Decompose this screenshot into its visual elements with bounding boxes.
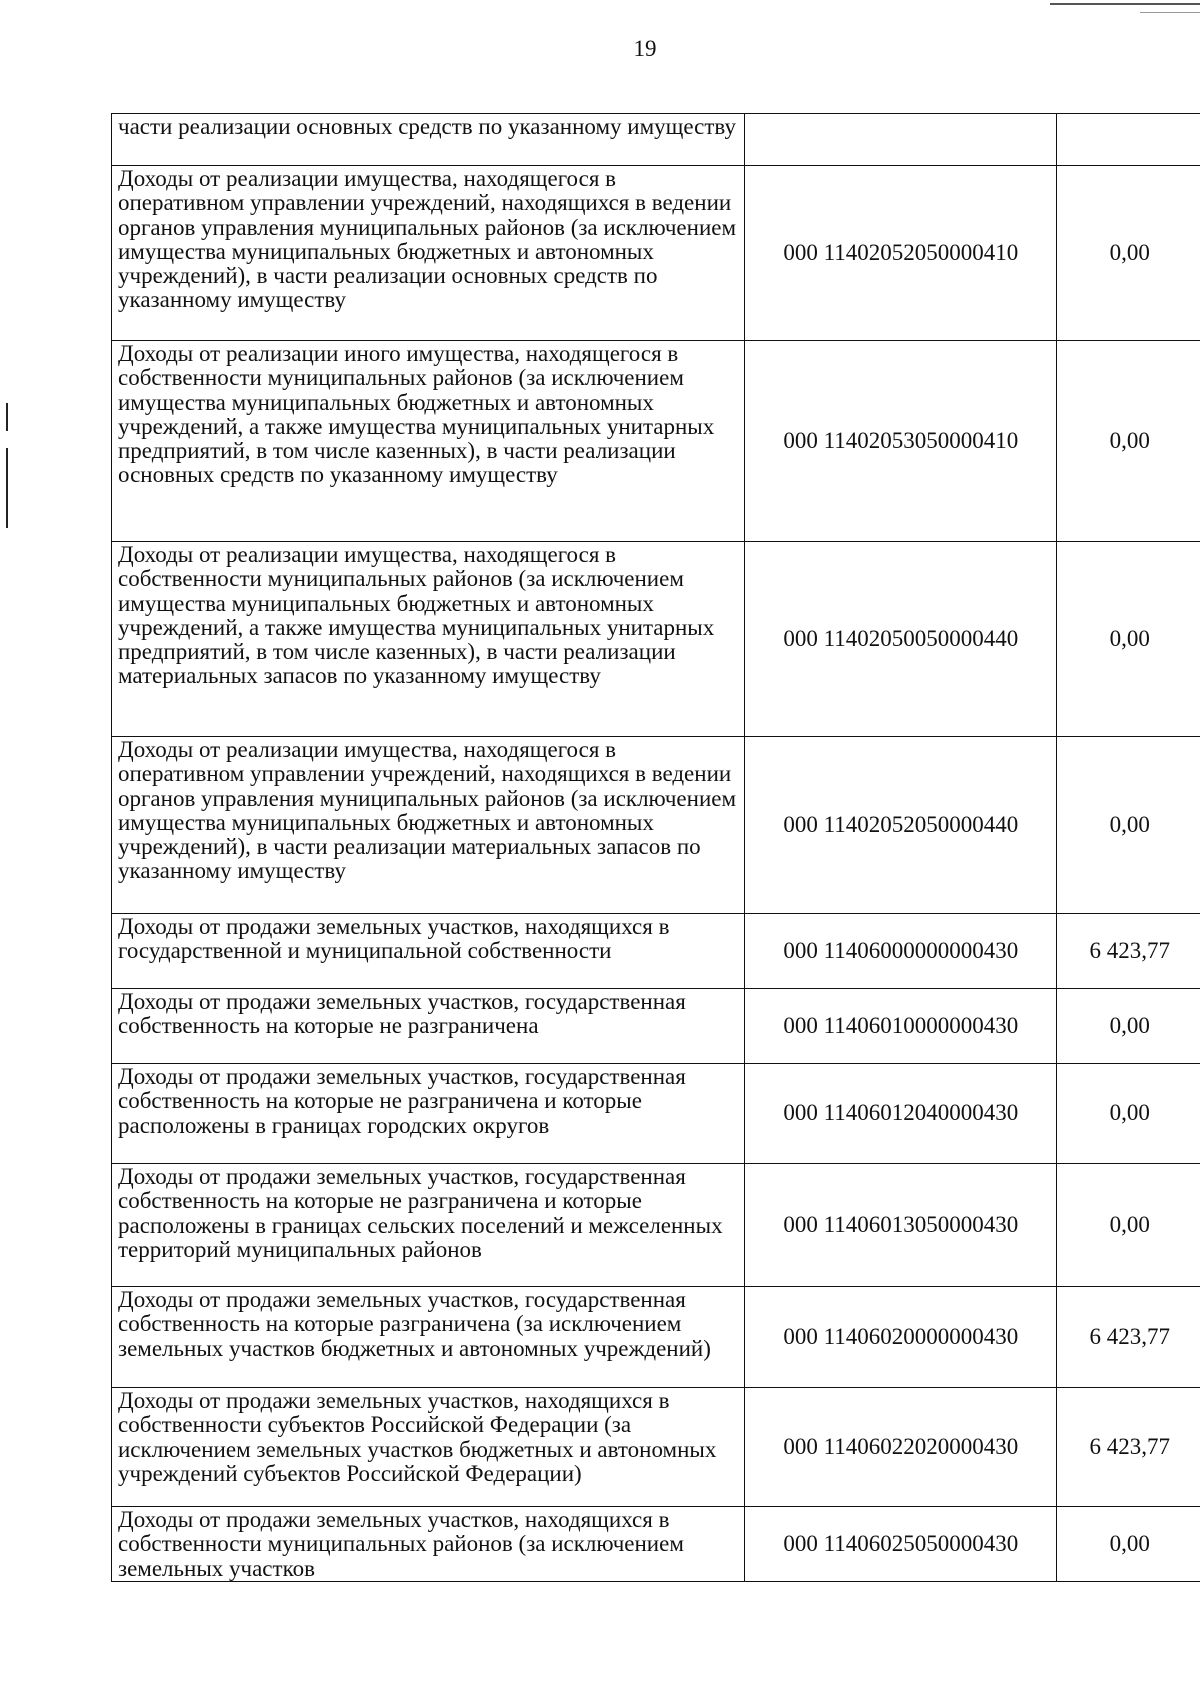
revenue-table <box>111 113 1200 1582</box>
row-description: Доходы от реализации имущества, находящегося в собственности муниципальных районов (за исключением имущества муниципальных бюджетных и автономных учреждений, а также имущества муниципальных унитарных предприятий, в том числе казенных), в части реализации материальных запасов по указанному имуществу <box>112 542 745 737</box>
row-code: 000 11406000000000430 <box>745 914 1057 989</box>
row-code: 000 11402050050000440 <box>745 542 1057 737</box>
table-row <box>112 341 1200 542</box>
table-row <box>112 1388 1200 1507</box>
row-description: части реализации основных средств по указанному имуществу <box>112 114 745 166</box>
table-row <box>112 1287 1200 1388</box>
table-row <box>112 1164 1200 1287</box>
row-code: 000 11406025050000430 <box>745 1507 1057 1582</box>
row-description: Доходы от реализации имущества, находящегося в оперативном управлении учреждений, находящихся в ведении органов управления муниципальных районов (за исключением имущества муниципальных бюджетных и автономных учреждений), в части реализации основных средств по указанному имуществу <box>112 166 745 341</box>
row-amount: 0,00 <box>1057 542 1200 737</box>
row-description: Доходы от продажи земельных участков, находящихся в собственности муниципальных районов (за исключением земельных участков <box>112 1507 745 1582</box>
row-description: Доходы от продажи земельных участков, государственная собственность на которые не разграничена и которые расположены в границах городских округов <box>112 1064 745 1164</box>
row-code: 000 11406020000000430 <box>745 1287 1057 1388</box>
table-row <box>112 1507 1200 1582</box>
row-code: 000 11406010000000430 <box>745 989 1057 1064</box>
row-amount: 0,00 <box>1057 989 1200 1064</box>
table-row <box>112 166 1200 341</box>
row-amount: 6 423,77 <box>1057 914 1200 989</box>
binder-mark <box>6 403 8 431</box>
row-description: Доходы от продажи земельных участков, находящихся в собственности субъектов Российской Федерации (за исключением земельных участков бюджетных и автономных учреждений субъектов Российской Федерации) <box>112 1388 745 1507</box>
row-code: 000 11406013050000430 <box>745 1164 1057 1287</box>
page-number: 19 <box>633 36 657 61</box>
row-description: Доходы от продажи земельных участков, государственная собственность на которые разграничена (за исключением земельных участков бюджетных и автономных учреждений) <box>112 1287 745 1388</box>
row-code: 000 11402052050000410 <box>745 166 1057 341</box>
row-code: 000 11406012040000430 <box>745 1064 1057 1164</box>
row-description: Доходы от реализации имущества, находящегося в оперативном управлении учреждений, находящихся в ведении органов управления муниципальных районов (за исключением имущества муниципальных бюджетных и автономных учреждений), в части реализации материальных запасов по указанному имуществу <box>112 737 745 914</box>
table-row <box>112 989 1200 1064</box>
binder-mark <box>6 448 8 528</box>
table-row <box>112 114 1200 166</box>
table-row <box>112 914 1200 989</box>
row-amount: 0,00 <box>1057 166 1200 341</box>
row-amount: 0,00 <box>1057 1507 1200 1582</box>
row-description: Доходы от продажи земельных участков, государственная собственность на которые не разграничена <box>112 989 745 1064</box>
row-amount: 6 423,77 <box>1057 1287 1200 1388</box>
row-code: 000 11402052050000440 <box>745 737 1057 914</box>
row-amount: 0,00 <box>1057 737 1200 914</box>
row-description: Доходы от продажи земельных участков, находящихся в государственной и муниципальной собственности <box>112 914 745 989</box>
row-amount <box>1057 114 1200 166</box>
row-amount: 0,00 <box>1057 1164 1200 1287</box>
table-row <box>112 1064 1200 1164</box>
row-amount: 6 423,77 <box>1057 1388 1200 1507</box>
table-row <box>112 542 1200 737</box>
table-row <box>112 737 1200 914</box>
row-code <box>745 114 1057 166</box>
row-description: Доходы от реализации иного имущества, находящегося в собственности муниципальных районов (за исключением имущества муниципальных бюджетных и автономных учреждений, а также имущества муниципальных унитарных предприятий, в том числе казенных), в части реализации основных средств по указанному имуществу <box>112 341 745 542</box>
row-amount: 0,00 <box>1057 1064 1200 1164</box>
scan-edge-line <box>1050 3 1200 5</box>
scan-edge-line <box>1140 12 1200 13</box>
row-amount: 0,00 <box>1057 341 1200 542</box>
row-code: 000 11402053050000410 <box>745 341 1057 542</box>
row-code: 000 11406022020000430 <box>745 1388 1057 1507</box>
row-description: Доходы от продажи земельных участков, государственная собственность на которые не разграничена и которые расположены в границах сельских поселений и межселенных территорий муниципальных районов <box>112 1164 745 1287</box>
